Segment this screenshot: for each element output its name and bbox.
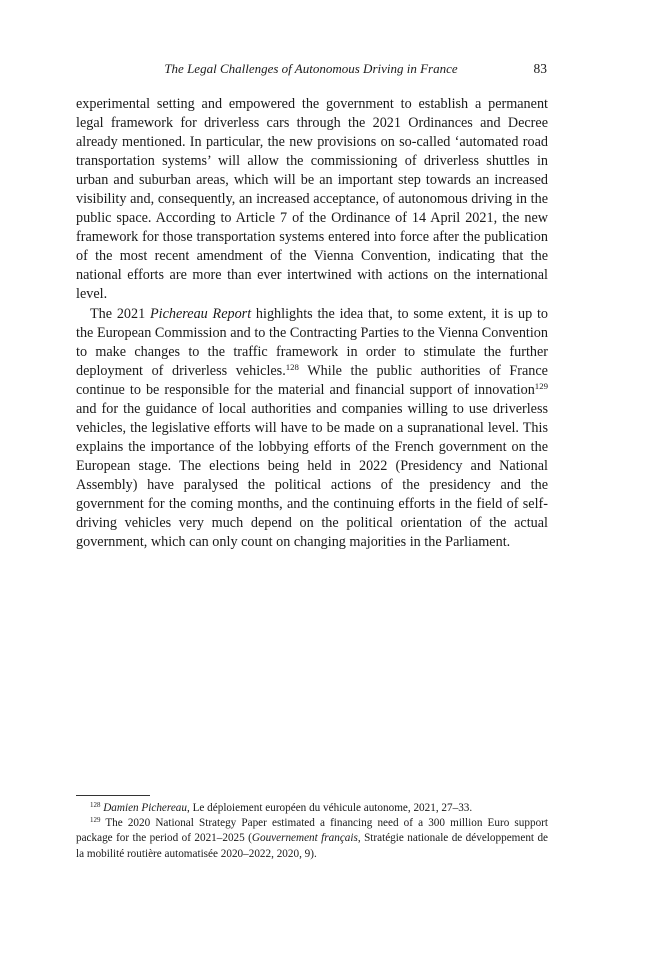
paragraph-2-text-d: and for the guidance of local authorities and companies willing to use driverless vehicles, the legislative efforts will have to be made on a supranational level. This explains the importance of the lobbying efforts of the French government on the European stage. The elections being held in 2022 (Presidency and National Assembly) have paralysed the political actions of the presidency and the government for the coming months, and the continuing efforts in the field of self-driving vehicles very much depend on the political orientation of the actual government, which can only count on changing majorities in the Parliament.: [76, 400, 548, 551]
paragraph-2-text-b: highlights the idea that, to some extent, it is up to the European Commission and to the Contracting Parties to the Vienna Convention to make changes to the traffic framework in order to stimulate the further deployment of driverless vehicles.: [76, 305, 548, 379]
paragraph-2: [76, 305, 548, 553]
paragraph-2-text-c: While the public authorities of France continue to be responsible for the material and financial support of innovation: [76, 362, 548, 398]
footnote-author: Gouvernement français: [251, 832, 358, 845]
main-text: [76, 95, 548, 552]
report-title: Pichereau Report: [149, 305, 252, 322]
footnote-ref-129[interactable]: 129: [534, 380, 548, 391]
footnote-ref-128[interactable]: 128: [285, 361, 299, 372]
footnote-divider: [76, 795, 150, 796]
paragraph-2-text-a: The 2021: [90, 305, 150, 322]
paragraph-1: experimental setting and empowered the government to establish a permanent legal framework for driverless cars through the 2021 Ordinances and Decree already mentioned. In particular, the new provisions on so-called ‘automated road transportation systems’ will allow the commissioning of driverless shuttles in urban and suburban areas, which will be an important step towards an increased visibility and, consequently, an increased acceptance, of autonomous driving in the public space. According to Article 7 of the Ordinance of 14 April 2021, the new framework for those transportation systems entered into force after the publication of the most recent amendment of the Vienna Convention, indicating that the national efforts are more than ever intertwined with actions on the international level.: [76, 96, 548, 303]
footnotes: [76, 801, 548, 862]
footnote-author: Damien Pichereau: [103, 802, 187, 814]
footnote-text: , Stratégie nationale de développement de la mobilité routière automatisée 2020–2022, 2020, 9).: [76, 832, 549, 860]
footnote-number: 129: [90, 816, 101, 825]
footnote-number: 128: [90, 801, 101, 810]
footnote-129: [76, 816, 548, 862]
footnote-text: , Le déploiement européen du véhicule autonome, 2021, 27–33.: [186, 802, 473, 814]
running-title: The Legal Challenges of Autonomous Driving in France: [164, 61, 458, 76]
footnote-text: The 2020 National Strategy Paper estimated a financing need of a 300 million Euro support package for the period of 2021–2025 (: [76, 817, 548, 845]
page-number: 83: [533, 61, 547, 76]
footnote-128: [76, 801, 548, 816]
